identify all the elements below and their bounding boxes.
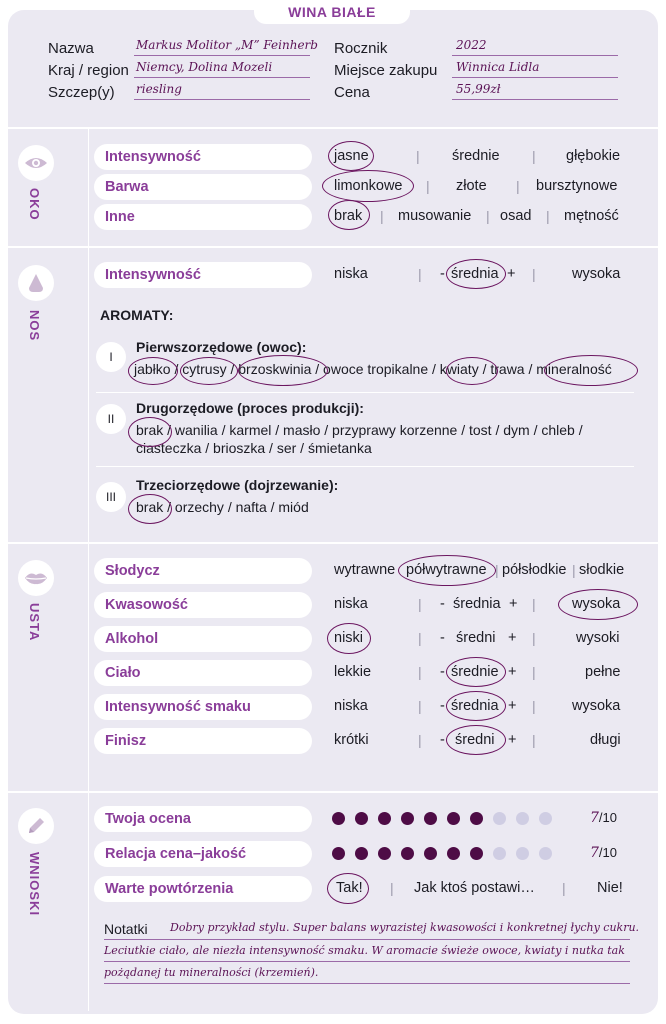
country-label: Kraj / region: [48, 62, 129, 79]
usta-sweetness-opt-3[interactable]: półsłodkie: [502, 562, 567, 578]
tertiary-aromas-list: brak / orzechy / nafta / miód: [136, 499, 309, 515]
eye-icon: [18, 145, 54, 181]
rating-dot-filled[interactable]: [332, 847, 345, 860]
aromas-divider: [96, 392, 634, 393]
selection-circle: [180, 357, 238, 385]
rating-dot-empty[interactable]: [516, 847, 529, 860]
separator-bar: |: [532, 596, 536, 612]
selection-circle: [328, 200, 370, 230]
roman-numeral-badge: III: [96, 482, 126, 512]
rating-dot-filled[interactable]: [355, 812, 368, 825]
selection-circle: [238, 355, 328, 386]
plus-sign: +: [507, 266, 516, 282]
separator-bar: |: [418, 596, 422, 612]
pencil-icon: [18, 808, 54, 844]
usta-alcohol-pill: Alkohol: [94, 626, 312, 652]
rating-dot-filled[interactable]: [424, 847, 437, 860]
secondary-aromas-title: Drugorzędowe (proces produkcji):: [136, 400, 364, 416]
nos-intensity-pill: Intensywność: [94, 262, 312, 288]
rating-dot-empty[interactable]: [516, 812, 529, 825]
selection-circle: [322, 170, 414, 202]
rating-dot-empty[interactable]: [539, 812, 552, 825]
grape-value[interactable]: riesling: [136, 82, 182, 96]
oko-other-opt-4[interactable]: mętność: [564, 208, 619, 224]
selection-circle: [128, 417, 172, 447]
usta-sweetness-opt-2[interactable]: półwytrawne: [406, 562, 487, 578]
place-value[interactable]: Winnica Lidla: [456, 60, 540, 74]
value-score-max: /10: [598, 845, 617, 860]
separator-bar: |: [418, 698, 422, 714]
value-score-value: 7: [590, 845, 599, 861]
secondary-aromas-list-1: brak / wanilia / karmel / masło / przyprawy korzenne / tost / dym / chleb /: [136, 422, 583, 438]
section-divider: [8, 127, 658, 129]
oko-intensity-pill: Intensywność: [94, 144, 312, 170]
selection-circle: [327, 873, 369, 904]
selection-circle: [398, 555, 496, 586]
roman-numeral-badge: I: [96, 342, 126, 372]
rating-dot-filled[interactable]: [424, 812, 437, 825]
separator-bar: |: [532, 148, 536, 164]
rating-dot-filled[interactable]: [470, 812, 483, 825]
rating-dot-filled[interactable]: [332, 812, 345, 825]
price-label: Cena: [334, 84, 370, 101]
place-label: Miejsce zakupu: [334, 62, 438, 79]
usta-acidity-opt-3[interactable]: wysoka: [572, 596, 621, 612]
minus-sign: -: [440, 732, 445, 748]
nos-intensity-opt-3[interactable]: wysoka: [572, 266, 621, 282]
nose-icon: [18, 265, 54, 301]
aromas-divider: [96, 466, 634, 467]
rating-dot-filled[interactable]: [355, 847, 368, 860]
tertiary-aromas-title: Trzeciorzędowe (dojrzewanie):: [136, 477, 339, 493]
separator-bar: |: [532, 630, 536, 646]
usta-acidity-pill: Kwasowość: [94, 592, 312, 618]
notes-underline: [104, 939, 630, 940]
selection-circle: [446, 691, 506, 721]
country-underline: [134, 77, 310, 78]
rating-dot-filled[interactable]: [470, 847, 483, 860]
rating-dot-filled[interactable]: [447, 812, 460, 825]
separator-bar: |: [572, 562, 576, 578]
rating-pill: Twoja ocena: [94, 806, 312, 832]
rating-score-max: /10: [598, 810, 617, 825]
value-pill: Relacja cena–jakość: [94, 841, 312, 867]
rating-dot-empty[interactable]: [493, 847, 506, 860]
selection-circle: [327, 623, 371, 654]
vintage-underline: [452, 55, 618, 56]
notes-underline: [104, 983, 630, 984]
usta-alcohol-opt-3[interactable]: wysoki: [576, 630, 620, 646]
usta-flavor-intensity-opt-2[interactable]: średnia: [451, 698, 499, 714]
plus-sign: +: [509, 596, 518, 612]
price-underline: [452, 99, 618, 100]
separator-bar: |: [532, 698, 536, 714]
usta-flavor-intensity-pill: Intensywność smaku: [94, 694, 312, 720]
selection-circle: [128, 494, 172, 524]
separator-bar: |: [380, 208, 384, 224]
value-score: [590, 845, 617, 861]
column-separator: [88, 248, 89, 542]
usta-body-opt-1[interactable]: lekkie: [334, 664, 372, 680]
separator-bar: |: [416, 148, 420, 164]
selection-circle: [558, 589, 638, 620]
separator-bar: |: [532, 732, 536, 748]
usta-finish-opt-1[interactable]: krótki: [334, 732, 369, 748]
separator-bar: |: [418, 266, 422, 282]
plus-sign: +: [508, 664, 517, 680]
plus-sign: +: [508, 698, 517, 714]
usta-body-opt-3[interactable]: pełne: [585, 664, 621, 680]
repeat-opt-1[interactable]: Tak!: [336, 880, 363, 896]
oko-intensity-opt-3[interactable]: głębokie: [566, 148, 621, 164]
oko-other-pill: Inne: [94, 204, 312, 230]
selection-circle: [544, 355, 638, 386]
separator-bar: |: [486, 208, 490, 224]
notes-underline: [104, 961, 630, 962]
usta-body-pill: Ciało: [94, 660, 312, 686]
notes-text-line-2[interactable]: Leciutkie ciało, ale niezła intensywność smaku. W aromacie świeże owoce, kwiaty i nutka tak: [104, 944, 625, 957]
oko-intensity-opt-2[interactable]: średnie: [452, 148, 500, 164]
oko-other-opt-3[interactable]: osad: [500, 208, 532, 224]
selection-circle: [446, 259, 506, 289]
oko-color-pill: Barwa: [94, 174, 312, 200]
repeat-pill: Warte powtórzenia: [94, 876, 312, 902]
primary-aromas-list: jabłko / cytrusy / brzoskwinia / owoce tropikalne / kwiaty / trawa / mineralność: [134, 361, 612, 377]
section-divider: [8, 542, 658, 544]
lips-icon: [18, 560, 54, 596]
separator-bar: |: [532, 664, 536, 680]
minus-sign: -: [440, 664, 445, 680]
selection-circle: [446, 725, 506, 755]
selection-circle: [446, 657, 506, 687]
section-divider: [8, 791, 658, 793]
section-divider: [8, 246, 658, 248]
usta-acidity-opt-2[interactable]: średnia: [453, 596, 501, 612]
separator-bar: |: [390, 880, 394, 896]
usta-sweetness-opt-1[interactable]: wytrawne: [334, 562, 396, 578]
selection-circle: [446, 357, 498, 385]
notes-text-line-3[interactable]: pożądanej tu mineralności (krzemień).: [104, 966, 319, 979]
rating-dot-filled[interactable]: [401, 812, 414, 825]
minus-sign: -: [440, 698, 445, 714]
name-underline: [134, 55, 310, 56]
section-label-nos: NOS: [27, 310, 42, 342]
usta-flavor-intensity-opt-1[interactable]: niska: [334, 698, 368, 714]
vintage-value[interactable]: 2022: [456, 38, 487, 52]
page-title: WINA BIAŁE: [254, 0, 410, 24]
rating-score-value: 7: [590, 810, 599, 826]
oko-intensity-opt-1[interactable]: jasne: [334, 148, 369, 164]
usta-finish-pill: Finisz: [94, 728, 312, 754]
column-separator: [88, 129, 89, 246]
separator-bar: |: [426, 178, 430, 194]
place-underline: [452, 77, 618, 78]
usta-flavor-intensity-opt-3[interactable]: wysoka: [572, 698, 621, 714]
name-label: Nazwa: [48, 40, 94, 57]
usta-finish-opt-2[interactable]: średni: [455, 732, 495, 748]
separator-bar: |: [532, 266, 536, 282]
minus-sign: -: [440, 266, 445, 282]
selection-circle: [328, 141, 374, 171]
section-label-oko: OKO: [27, 188, 42, 221]
column-separator: [88, 793, 89, 1011]
usta-sweetness-opt-4[interactable]: słodkie: [579, 562, 625, 578]
vintage-label: Rocznik: [334, 40, 388, 57]
nos-intensity-opt-2[interactable]: średnia: [451, 266, 499, 282]
plus-sign: +: [508, 630, 517, 646]
usta-finish-opt-3[interactable]: długi: [590, 732, 621, 748]
separator-bar: |: [495, 562, 499, 578]
minus-sign: -: [440, 630, 445, 646]
notes-text-line-1[interactable]: Dobry przykład stylu. Super balans wyrazistej kwasowości i konkretnej łychy cukru.: [170, 921, 640, 934]
rating-dot-empty[interactable]: [539, 847, 552, 860]
rating-dot-filled[interactable]: [447, 847, 460, 860]
oko-other-opt-2[interactable]: musowanie: [398, 208, 472, 224]
rating-score: [590, 810, 617, 826]
section-label-usta: USTA: [27, 603, 42, 642]
minus-sign: -: [440, 596, 445, 612]
name-value[interactable]: Markus Molitor „M” Feinherb: [136, 38, 318, 52]
repeat-opt-2[interactable]: Jak ktoś postawi…: [414, 880, 535, 896]
separator-bar: |: [516, 178, 520, 194]
price-value[interactable]: 55,99zł: [456, 82, 501, 96]
selection-circle: [128, 357, 178, 385]
column-separator: [88, 544, 89, 791]
rating-dot-filled[interactable]: [378, 812, 391, 825]
notes-label: Notatki: [104, 921, 148, 937]
plus-sign: +: [508, 732, 517, 748]
nos-intensity-opt-1[interactable]: niska: [334, 266, 368, 282]
separator-bar: |: [562, 880, 566, 896]
country-value[interactable]: Niemcy, Dolina Mozeli: [136, 60, 273, 74]
rating-dot-filled[interactable]: [401, 847, 414, 860]
usta-body-opt-2[interactable]: średnie: [451, 664, 499, 680]
roman-numeral-badge: II: [96, 404, 126, 434]
usta-alcohol-opt-2[interactable]: średni: [456, 630, 496, 646]
grape-underline: [134, 99, 310, 100]
aromas-title: AROMATY:: [100, 307, 174, 323]
usta-sweetness-pill: Słodycz: [94, 558, 312, 584]
separator-bar: |: [418, 732, 422, 748]
primary-aromas-title: Pierwszorzędowe (owoc):: [136, 339, 307, 355]
separator-bar: |: [546, 208, 550, 224]
grape-label: Szczep(y): [48, 84, 115, 101]
separator-bar: |: [418, 664, 422, 680]
repeat-opt-3[interactable]: Nie!: [597, 880, 623, 896]
oko-color-opt-3[interactable]: bursztynowe: [536, 178, 618, 194]
usta-alcohol-opt-1[interactable]: niski: [334, 630, 364, 646]
secondary-aromas-list-2: ciasteczka / brioszka / ser / śmietanka: [136, 440, 372, 456]
oko-color-opt-1[interactable]: limonkowe: [334, 178, 403, 194]
rating-dot-empty[interactable]: [493, 812, 506, 825]
section-label-wnioski: WNIOSKI: [27, 852, 42, 917]
rating-dot-filled[interactable]: [378, 847, 391, 860]
oko-color-opt-2[interactable]: złote: [456, 178, 487, 194]
separator-bar: |: [418, 630, 422, 646]
usta-acidity-opt-1[interactable]: niska: [334, 596, 368, 612]
oko-other-opt-1[interactable]: brak: [334, 208, 363, 224]
